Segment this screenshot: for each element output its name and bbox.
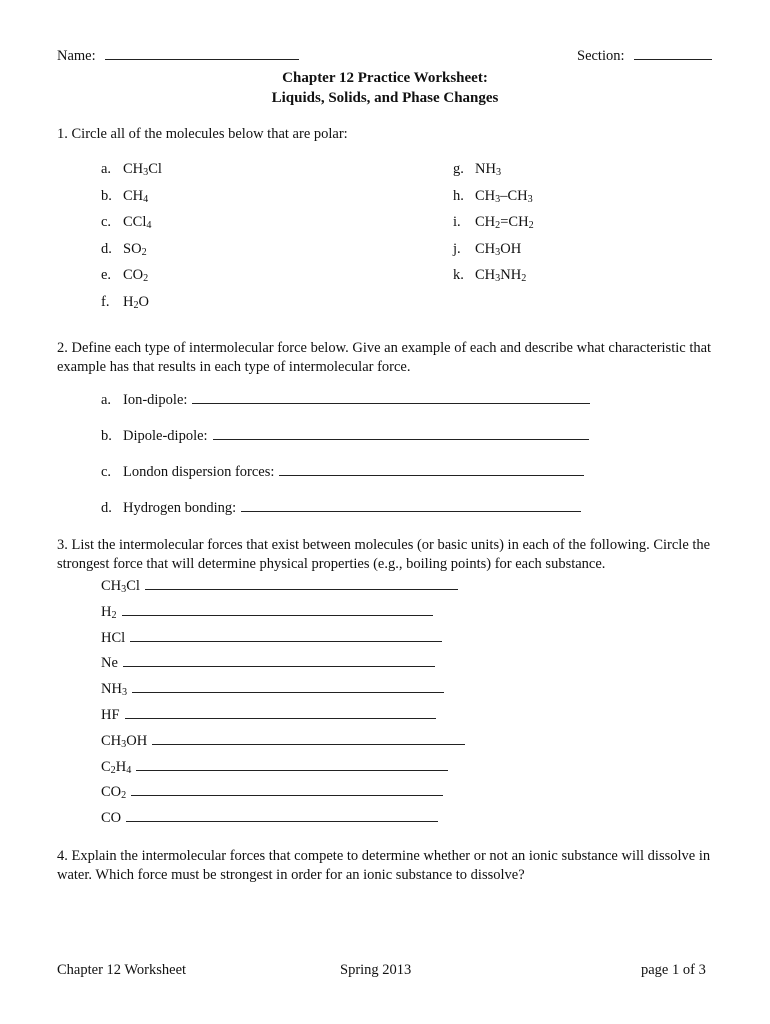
answer-line[interactable] bbox=[130, 640, 442, 642]
q3-item bbox=[101, 655, 435, 672]
formula: $H_2$ bbox=[101, 603, 117, 621]
item-label: c. bbox=[101, 464, 112, 480]
answer-line[interactable] bbox=[192, 402, 590, 404]
footer-left: Chapter 12 Worksheet bbox=[57, 962, 187, 978]
item-label: d. bbox=[101, 240, 112, 257]
q1-molecule-option[interactable] bbox=[101, 267, 148, 284]
answer-line[interactable] bbox=[123, 665, 435, 667]
formula: $CH_3Cl$ bbox=[101, 578, 140, 595]
formula: $H_2O$ bbox=[123, 293, 150, 311]
q2-item bbox=[101, 428, 589, 445]
q3-item bbox=[101, 733, 465, 750]
section-label: Section: bbox=[577, 48, 625, 64]
q1-prompt: 1. Circle all of the molecules below that are polar: bbox=[57, 126, 348, 142]
footer-center: Spring 2013 bbox=[340, 962, 412, 978]
item-label: e. bbox=[101, 267, 112, 283]
item-label: g. bbox=[453, 161, 464, 177]
item-label: c. bbox=[101, 214, 112, 230]
item-text: Dipole-dipole: bbox=[123, 428, 208, 444]
q4-prompt: 4. Explain the intermolecular forces that compete to determine whether or not an ionic substance will dissolve in water. Which force must be strongest in order for an ionic substance to dissolve? bbox=[57, 848, 711, 883]
answer-line[interactable] bbox=[152, 743, 465, 745]
item-label: a. bbox=[101, 161, 112, 177]
q1-molecule-option[interactable] bbox=[101, 294, 149, 311]
page-subtitle: Liquids, Solids, and Phase Changes bbox=[271, 90, 499, 106]
q3-prompt: 3. List the intermolecular forces that exist between molecules (or basic units) in each of the following. Circle the strongest force that will determine physical properties (e.g., boiling points) for each substance. bbox=[57, 537, 711, 572]
q1-molecule-option[interactable] bbox=[101, 241, 147, 258]
formula: $CH_3NH_2$ bbox=[475, 267, 527, 284]
answer-line[interactable] bbox=[125, 717, 436, 719]
formula: $CH_3OH$ bbox=[101, 732, 148, 750]
formula: $CH_4$ bbox=[123, 187, 149, 205]
q1-molecule-option[interactable] bbox=[453, 188, 533, 205]
item-label: a. bbox=[101, 392, 112, 408]
q3-item bbox=[101, 578, 458, 595]
q2-item bbox=[101, 392, 590, 409]
item-label: b. bbox=[101, 187, 112, 204]
answer-line[interactable] bbox=[122, 614, 433, 616]
formula: HF bbox=[101, 707, 120, 723]
name-label: Name: bbox=[57, 48, 96, 64]
formula: CO bbox=[101, 810, 122, 827]
formula: CCl$_4$ bbox=[123, 214, 152, 231]
item-label: j. bbox=[453, 240, 461, 257]
answer-line[interactable] bbox=[145, 588, 458, 590]
answer-line[interactable] bbox=[132, 691, 444, 693]
q3-item bbox=[101, 707, 436, 724]
section-field bbox=[577, 48, 712, 65]
q1-molecule-option[interactable] bbox=[453, 241, 521, 258]
formula: $CH_3-CH_3$ bbox=[475, 187, 533, 205]
formula: $CO_2$ bbox=[101, 784, 127, 802]
q3-item bbox=[101, 810, 438, 827]
answer-line[interactable] bbox=[126, 820, 438, 822]
answer-line[interactable] bbox=[131, 794, 443, 796]
q2-prompt: 2. Define each type of intermolecular force below. Give an example of each and describe what characteristic that example has that results in each type of intermolecular force. bbox=[57, 340, 712, 375]
q3-item bbox=[101, 604, 433, 621]
q1-molecule-option[interactable] bbox=[101, 161, 162, 178]
answer-line[interactable] bbox=[279, 474, 584, 476]
item-label: h. bbox=[453, 187, 464, 204]
q1-molecule-option[interactable] bbox=[453, 161, 501, 178]
q3-item bbox=[101, 681, 444, 698]
formula: $SO_2$ bbox=[123, 240, 147, 258]
item-text: London dispersion forces: bbox=[123, 464, 275, 480]
formula: $C_2H_4$ bbox=[101, 758, 132, 776]
formula: $CH_3OH$ bbox=[475, 240, 522, 258]
formula: $NH_3$ bbox=[101, 681, 128, 699]
section-blank[interactable] bbox=[634, 58, 712, 60]
formula: HCl bbox=[101, 629, 126, 646]
formula: $NH_3$ bbox=[475, 161, 502, 178]
formula: $CH_2=CH_2$ bbox=[475, 214, 534, 231]
q1-molecule-option[interactable] bbox=[101, 188, 148, 205]
name-field bbox=[57, 48, 299, 65]
item-label: k. bbox=[453, 267, 464, 283]
item-text: Hydrogen bonding: bbox=[123, 500, 237, 516]
name-blank[interactable] bbox=[105, 58, 299, 60]
q3-item bbox=[101, 784, 443, 801]
page-title: Chapter 12 Practice Worksheet: bbox=[282, 70, 488, 86]
q3-item bbox=[101, 759, 448, 776]
answer-line[interactable] bbox=[241, 510, 581, 512]
answer-line[interactable] bbox=[213, 438, 589, 440]
q2-item bbox=[101, 500, 581, 517]
q1-molecule-option[interactable] bbox=[453, 267, 526, 284]
footer-right: page 1 of 3 bbox=[641, 962, 706, 978]
formula: $CH_3Cl$ bbox=[123, 161, 162, 178]
item-label: i. bbox=[453, 214, 461, 230]
q1-molecule-option[interactable] bbox=[453, 214, 534, 231]
item-label: f. bbox=[101, 293, 110, 310]
q3-item bbox=[101, 630, 442, 647]
item-label: b. bbox=[101, 428, 112, 444]
answer-line[interactable] bbox=[136, 769, 448, 771]
item-text: Ion-dipole: bbox=[123, 392, 188, 408]
formula: $CO_2$ bbox=[123, 267, 149, 284]
q1-molecule-option[interactable] bbox=[101, 214, 151, 231]
q2-item bbox=[101, 464, 584, 481]
item-label: d. bbox=[101, 500, 112, 516]
formula: Ne bbox=[101, 655, 118, 672]
